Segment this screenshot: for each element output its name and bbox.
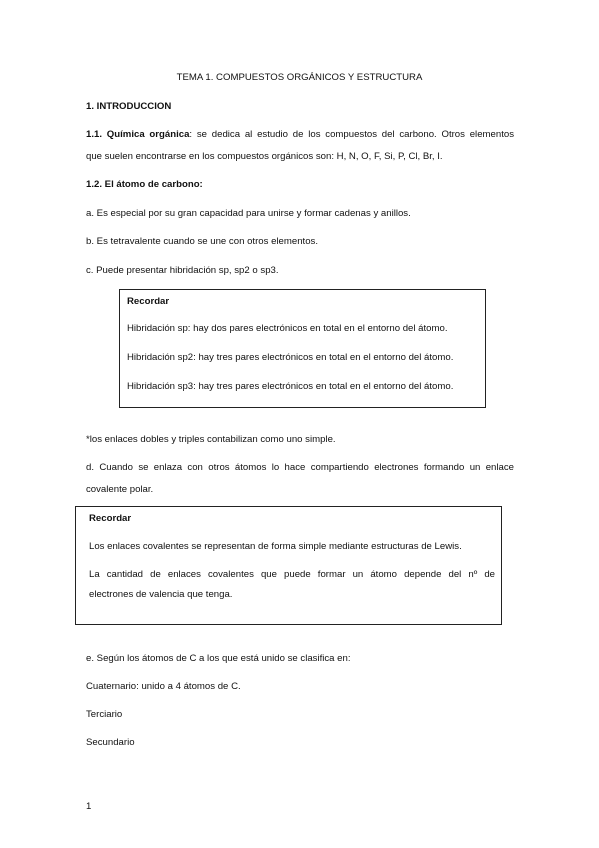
reminder-line-sp3: Hibridación sp3: hay tres pares electrónicos en total en el entorno del átomo. [127, 381, 454, 392]
reminder-line-sp: Hibridación sp: hay dos pares electrónicos en total en el entorno del átomo. [127, 323, 448, 334]
section-heading-atomo-carbono: 1.2. El átomo de carbono: [86, 179, 203, 190]
reminder-line-cantidad: La cantidad de enlaces covalentes que puede formar un átomo depende del nº de [89, 569, 495, 580]
list-item-a: a. Es especial por su gran capacidad para unirse y formar cadenas y anillos. [86, 208, 411, 219]
reminder-title: Recordar [127, 296, 170, 307]
definition-text: : se dedica al estudio de los compuestos del carbono. Otros elementos [189, 129, 514, 140]
list-item-d-line2: covalente polar. [86, 484, 154, 495]
definition-term: Química orgánica [106, 129, 190, 140]
reminder-line-lewis: Los enlaces covalentes se representan de forma simple mediante estructuras de Lewis. [89, 541, 462, 552]
list-item-d-line1: d. Cuando se enlaza con otros átomos lo hace compartiendo electrones formando un enlace [86, 462, 514, 473]
definition-number: 1.1. [86, 129, 103, 140]
list-item-b: b. Es tetravalente cuando se une con otros elementos. [86, 236, 318, 247]
paragraph-quimica-organica-line2: que suelen encontrarse en los compuestos orgánicos son: H, N, O, F, Si, P, Cl, Br, I. [86, 151, 443, 162]
page-title: TEMA 1. COMPUESTOS ORGÁNICOS Y ESTRUCTURA [176, 72, 423, 83]
list-item-e: e. Según los átomos de C a los que está unido se clasifica en: [86, 653, 351, 664]
reminder-line-sp2: Hibridación sp2: hay tres pares electrónicos en total en el entorno del átomo. [127, 352, 454, 363]
footnote-enlaces: *los enlaces dobles y triples contabilizan como uno simple. [86, 434, 336, 445]
page-number: 1 [86, 801, 92, 812]
reminder-title: Recordar [89, 513, 132, 524]
class-cuaternario: Cuaternario: unido a 4 átomos de C. [86, 681, 241, 692]
section-heading-introduccion: 1. INTRODUCCION [86, 101, 172, 112]
class-terciario: Terciario [86, 709, 123, 720]
reminder-box-enlaces [75, 506, 502, 625]
paragraph-quimica-organica-line1 [86, 129, 514, 141]
class-secundario: Secundario [86, 737, 135, 748]
list-item-c: c. Puede presentar hibridación sp, sp2 o sp3. [86, 265, 279, 276]
reminder-line-valencia: electrones de valencia que tenga. [89, 589, 233, 600]
